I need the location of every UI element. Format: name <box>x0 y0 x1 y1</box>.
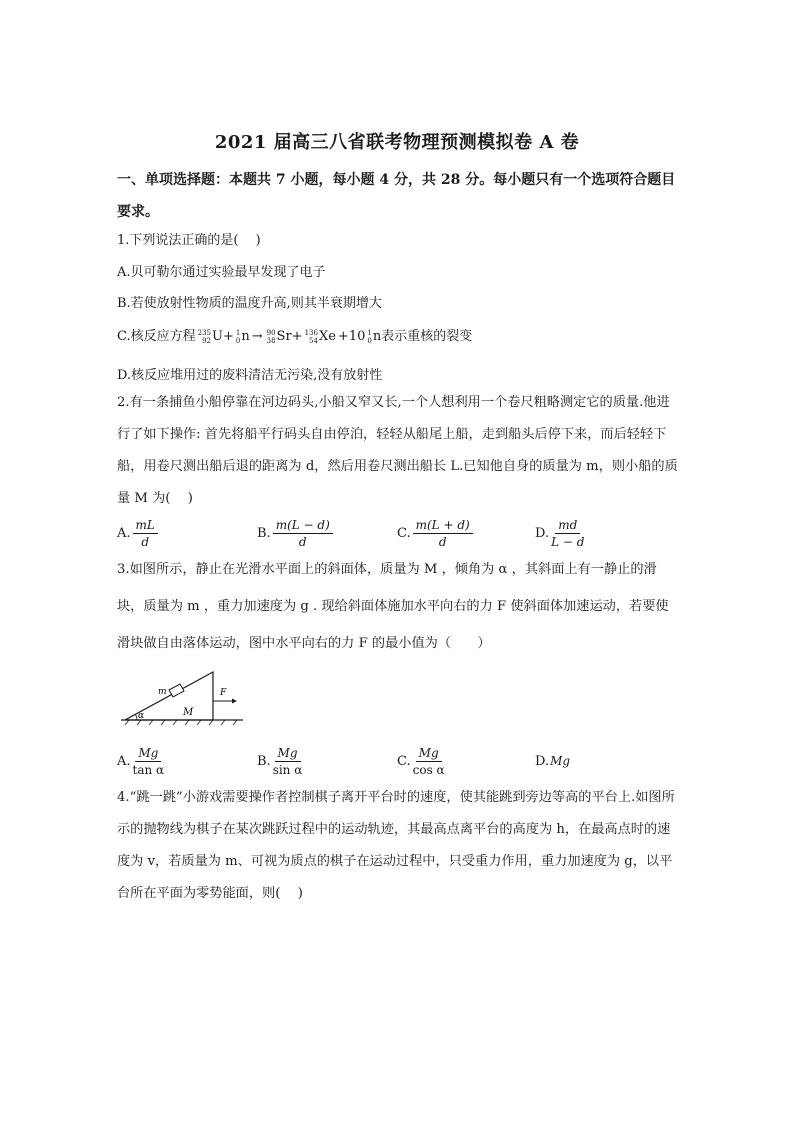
q2-option-d: D. $\frac{md}{L - d}$ <box>535 517 585 549</box>
xe-mass-number: 136 <box>304 328 318 337</box>
section-heading: 一、单项选择题：本题共 7 小题，每小题 4 分，共 28 分。每小题只有一个选项符合题目要求。 <box>117 172 676 220</box>
n-symbol: n <box>241 329 250 344</box>
incline-mass-label: M <box>183 707 194 718</box>
sr-atomic-number: 38 <box>266 336 276 345</box>
xe-atomic-number: 54 <box>309 336 318 345</box>
page-title: 2021 届高三八省联考物理预测模拟卷 A 卷 <box>214 132 580 153</box>
slider-mass-label: m <box>158 687 167 697</box>
neutron-count: 10 <box>348 329 366 344</box>
q1-option-c-suffix: 表示重核的裂变 <box>381 329 473 344</box>
q2-option-c: C. $\frac{m(L + d)}{d}$ <box>397 516 473 550</box>
q3-option-d: D. Mg <box>535 753 571 769</box>
n-symbol: n <box>372 329 382 344</box>
q4-stem: 4.“跳一跳”小游戏需要操作者控制棋子离开平台时的速度，使其能跳到旁边等高的平台上.如图所示的抛物线为棋子在某次跳跃过程中的运动轨迹，其最高点离平台的高度为 h，在最高点时的速度为 v，若质量为 m、可视为质点的棋子在运动过程中，只受重力作用，重力加速度为 g，以平台所在平面为零势能面，则( ) <box>117 790 675 901</box>
q3-option-a: A. $\frac{Mg}{\text{tan α}}$ <box>117 745 165 777</box>
q1-option-b: B.若使放射性物质的温度升高,则其半衰期增大 <box>117 296 382 311</box>
q3-option-b: B. $\frac{Mg}{\text{sin α}}$ <box>257 745 303 777</box>
reaction-arrow: → <box>251 329 263 344</box>
sr-mass-number: 90 <box>266 328 276 337</box>
q1-option-c <box>117 325 472 345</box>
q2-stem: 2.有一条捕鱼小船停靠在河边码头,小船又窄又长,一个人想利用一个卷尺粗略测定它的质量.他进行了如下操作: 首先将船平行码头自由停泊，轻轻从船尾上船，走到船头后停下来，而后轻轻下船，用卷尺测出船后退的距离为 d，然后用卷尺测出船长 L.已知他自身的质量为 m，则小船的质量 M 为( ) <box>117 395 678 506</box>
q3-options <box>117 744 677 778</box>
n-mass-number: 1 <box>235 328 241 337</box>
plus-sign: + <box>222 329 234 344</box>
nuclear-equation <box>196 329 382 345</box>
q2-option-a: A. $\frac{mL}{d}$ <box>117 516 158 550</box>
u-atomic-number: 92 <box>202 336 211 345</box>
u-mass-number: 235 <box>197 328 211 337</box>
angle-arc <box>136 715 138 721</box>
n-atomic-number: 0 <box>235 336 241 345</box>
force-arrowhead <box>232 699 237 704</box>
q1-option-a: A.贝可勒尔通过实验最早发现了电子 <box>117 265 326 280</box>
q3-option-c: C. $\frac{Mg}{\text{cos α}}$ <box>397 745 445 777</box>
q1-option-c-prefix: C.核反应方程 <box>117 329 196 344</box>
q1-option-d: D.核反应堆用过的废料清洁无污染,没有放射性 <box>117 368 383 383</box>
alpha-label: α <box>138 711 145 721</box>
xe-symbol: Xe <box>318 329 336 344</box>
q2-option-b: B. $\frac{m(L - d)}{d}$ <box>257 516 333 550</box>
u-symbol: U <box>212 329 223 344</box>
force-label: F <box>220 688 227 698</box>
plus-sign: + <box>337 329 349 344</box>
q2-options <box>117 516 677 550</box>
q3-stem: 3.如图所示，静止在光滑水平面上的斜面体，质量为 M ，倾角为 α ，其斜面上有一静止的滑块，质量为 m ，重力加速度为 g . 现给斜面体施加水平向右的力 F 使斜面体加速运动，若要使滑块做自由落体运动，图中水平向右的力 F 的最小值为（ ） <box>117 562 669 651</box>
n-mass-number: 1 <box>367 328 372 337</box>
q1-stem: 1.下列说法正确的是( ) <box>117 233 261 248</box>
sr-symbol: Sr <box>276 329 292 344</box>
incline-diagram <box>117 664 247 726</box>
n-atomic-number: 0 <box>367 336 372 345</box>
plus-sign: + <box>291 329 303 344</box>
